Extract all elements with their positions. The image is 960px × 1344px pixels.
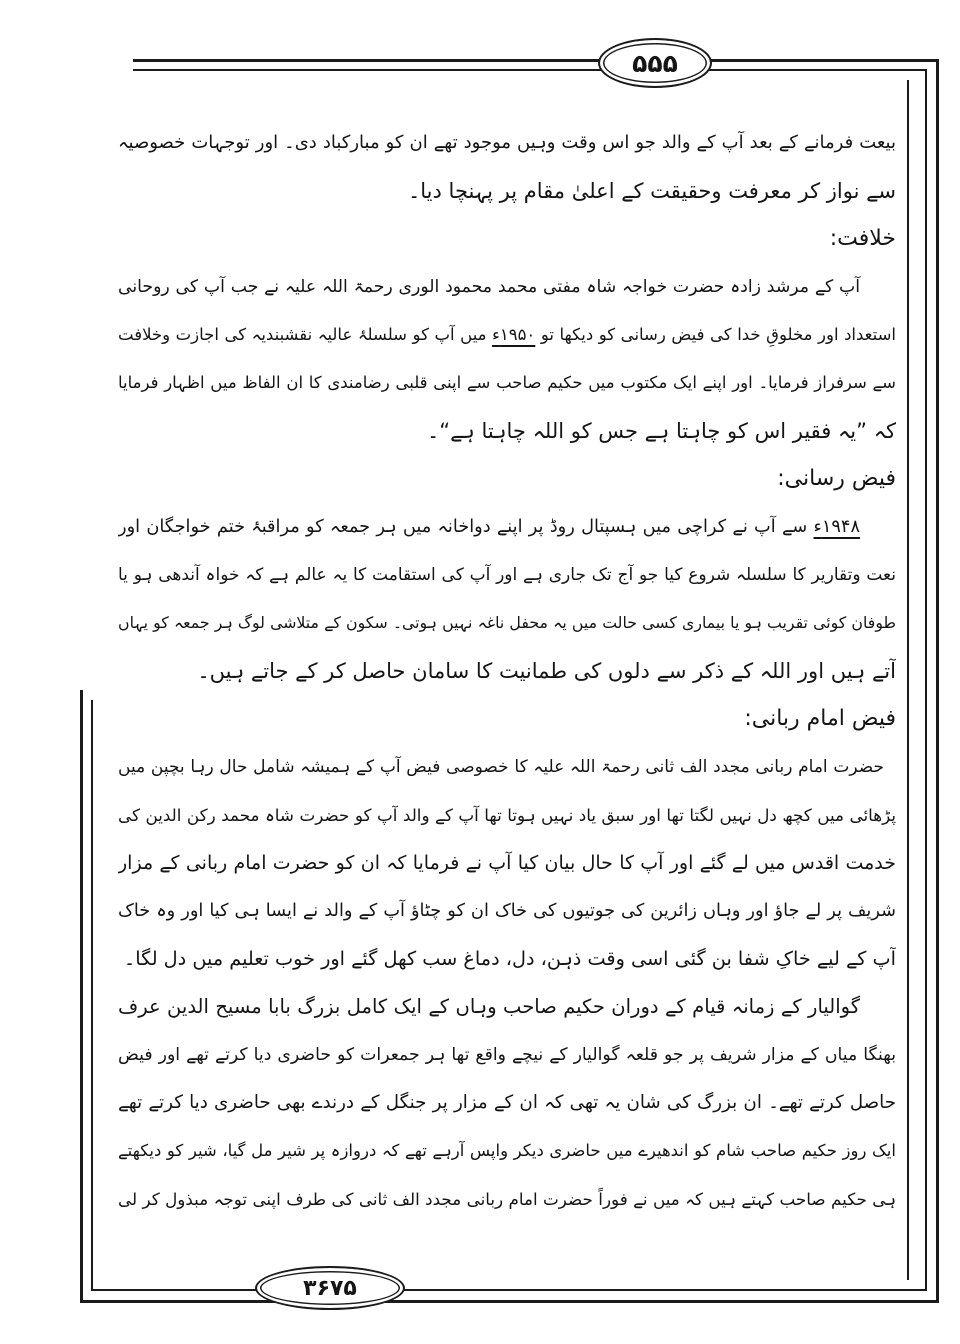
section-heading-faiz-imam-rabbani: فیض امام ربانی: <box>744 706 896 731</box>
text-line: گوالیار کے زمانہ قیام کے دوران حکیم صاحب وہاں کے ایک کامل بزرگ بابا مسیح الدین عرف <box>118 995 860 1018</box>
page-number-bottom-text: ۳۶۷۵ <box>303 1275 357 1301</box>
frame-right-inner-rule <box>907 80 909 1280</box>
text-line <box>118 311 896 359</box>
frame-right-middle-rule <box>925 69 927 1291</box>
frame-left-outer-rule <box>80 690 83 1303</box>
text-segment: سے آپ نے کراچی میں ہسپتال روڈ پر اپنے دواخانہ میں ہر جمعہ کو مراقبۂ ختم خواجگان اور <box>118 517 808 537</box>
text-line: حضرت امام ربانی مجدد الف ثانی رحمۃ اللہ علیہ کا خصوصی فیض آپ کے ہمیشہ شامل حال رہا بچپن میں <box>118 757 884 777</box>
text-line: نعت وتقاریر کا سلسلہ شروع کیا جو آج تک جاری ہے اور آپ کی استقامت کا یہ عالم ہے کہ خواہ آندھی ہو یا <box>118 565 896 585</box>
frame-top-outer-rule <box>133 59 939 62</box>
page-body <box>118 119 896 1223</box>
page-number-bottom <box>255 1266 405 1310</box>
frame-left-inner-rule <box>91 700 93 1290</box>
year-underlined: ۱۹۵۰ء <box>492 325 536 344</box>
text-line: شریف پر لے جاؤ اور وہاں زائرین کی جوتیوں کی خاک ان کو چٹاؤ آپ کے والد نے ایسا ہی کیا اور وہ خاک <box>118 901 896 921</box>
text-line: پڑھائی میں کچھ دل نہیں لگتا تھا اور سبق یاد نہیں ہوتا تھا آپ کے والد آپ کو حضرت شاہ محمد رکن الدین کی <box>118 805 896 825</box>
page-number-top <box>598 38 712 88</box>
text-line: ایک روز حکیم صاحب شام کو اندھیرے میں حاضری دیکر واپس آرہے تھے کہ دروازہ پر شیر مل گیا، شیر کو دیکھتے <box>118 1141 896 1160</box>
year-underlined: ۱۹۴۸ء <box>813 517 860 537</box>
frame-right-outer-rule <box>936 59 939 1303</box>
text-line: ہی حکیم صاحب کہتے ہیں کہ میں نے فوراً حضرت امام ربانی مجدد الف ثانی کی طرف اپنی توجہ مبذول کر لی <box>118 1189 896 1209</box>
text-line: آپ کے مرشد زادہ حضرت خواجہ شاہ مفتی محمد محمود الوری رحمۃ اللہ علیہ نے جب آپ کی روحانی <box>118 277 860 297</box>
text-line <box>118 503 896 551</box>
page-number-top-text: ۵۵۵ <box>632 48 678 78</box>
text-segment: میں آپ کو سلسلۂ عالیہ نقشبندیہ کی اجازت وخلافت <box>118 325 487 344</box>
frame-bottom-outer-rule <box>80 1300 939 1303</box>
text-line: خدمت اقدس میں لے گئے اور آپ کا حال بیان کیا آپ نے فرمایا کہ ان کو حضرت امام ربانی کے مزار <box>118 852 896 874</box>
text-line: بھنگا میاں کے مزار شریف پر جو قلعہ گوالیار کے نیچے واقع تھا ہر جمعرات کو حاضری دیا کرتے تھے اور فیض <box>118 1045 896 1065</box>
text-line: حاصل کرتے تھے۔ ان بزرگ کی شان یہ تھی کہ ان کے مزار پر جنگل کے درندے بھی حاضری دیا کرتے تھے <box>118 1092 896 1113</box>
text-segment: استعداد اور مخلوقِ خدا کی فیض رسانی کو دیکھا تو <box>540 325 896 344</box>
frame-bottom-inner-rule <box>91 1289 927 1291</box>
text-line: سے نواز کر معرفت وحقیقت کے اعلیٰ مقام پر پہنچا دیا۔ <box>407 179 896 203</box>
text-line: آپ کے لیے خاکِ شفا بن گئی اسی وقت ذہن، دل، دماغ سب کھل گئے اور خوب تعلیم میں دل لگا۔ <box>123 947 896 970</box>
text-line: سے سرفراز فرمایا۔ اور اپنے ایک مکتوب میں حکیم صاحب سے اپنی قلبی رضامندی کا ان الفاظ میں اظہار فرمایا <box>118 373 896 392</box>
section-heading-faiz-rasani: فیض رسانی: <box>777 466 896 491</box>
text-line: بیعت فرمانے کے بعد آپ کے والد جو اس وقت وہیں موجود تھے ان کو مبارکباد دی۔ اور توجہات خصوصیہ <box>118 132 896 153</box>
text-line: طوفان کوئی تقریب ہو یا بیماری کسی حالت میں یہ محفل ناغہ نہیں ہوتی۔ سکون کے متلاشی لوگ ہر جمعہ کو یہاں <box>118 613 896 632</box>
text-line: آتے ہیں اور اللہ کے ذکر سے دلوں کی طمانیت کا سامان حاصل کر کے جاتے ہیں۔ <box>197 659 896 683</box>
frame-top-inner-rule <box>133 69 927 71</box>
text-line: کہ ”یہ فقیر اس کو چاہتا ہے جس کو اللہ چاہتا ہے“۔ <box>427 419 896 443</box>
section-heading-khilafat: خلافت: <box>829 226 896 251</box>
